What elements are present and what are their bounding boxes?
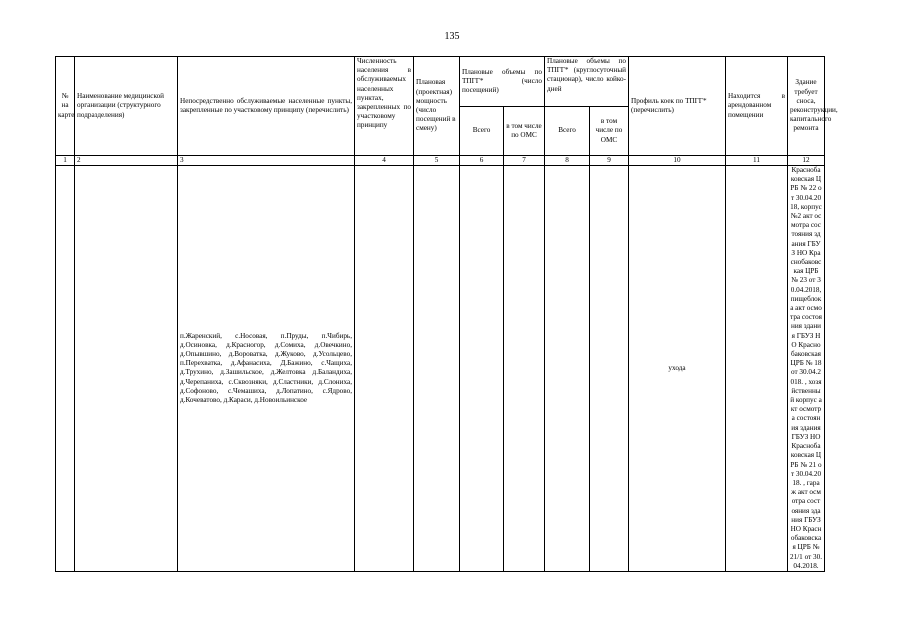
cell-beds-oms <box>590 166 629 572</box>
header-visits-oms: в том числе по ОМС <box>504 107 545 156</box>
cell-building-status: Краснобаковская ЦРБ № 22 от 30.04.2018, корпус №2 акт осмотра состояния здания ГБУЗ НО Краснобаковская ЦРБ № 23 от 30.04.2018,пищеблока акт осмотра состояния здания ГБУЗ НО Краснобаковская ЦРБ № 18 от 30.04.2018. , хозяйственный корпус акт осмотра состояния здания ГБУЗ НО Краснобаковская ЦРБ № 21 от 30.04.2018. , гараж акт осмотра состояния здания ГБУЗ НО Краснобаковская ЦРБ № 21/1 от 30.04.2018. <box>788 166 825 572</box>
table-row <box>56 166 825 572</box>
column-number: 8 <box>545 156 590 166</box>
column-number: 4 <box>355 156 414 166</box>
column-number: 12 <box>788 156 825 166</box>
page-number: 135 <box>444 31 460 42</box>
cell-beds-total <box>545 166 590 572</box>
header-row <box>56 57 825 107</box>
header-rented: Находится в арендованном помещении <box>726 57 788 156</box>
column-number: 9 <box>590 156 629 166</box>
header-bed-profile: Профиль коек по ТПГГ* (перечислить) <box>629 57 726 156</box>
cell-org-name <box>75 166 178 572</box>
column-numbers-row <box>56 156 825 166</box>
cell-settlements: п.Жаренский, с.Носовая, п.Пруды, п.Чибирь, д.Осиновка, д.Красногор, д.Сомиха, д.Овечкино, д.Опывшино, д.Вороватка, д.Жуково, д.Усольцево, п.Перехватка, д.Афанасиха, Д.Бажино, с.Чащиха, д.Трухино, д.Зашильское, д.Желтовка д.Баландиха, д.Черепаниха, с.Сквозняки, д.Сластники, д.Слониха, д.Софоново, с.Чемашиха, д.Лопатино, с.Ядрово, д.Кочеватово, д.Караси, д.Новоильинское <box>178 166 355 572</box>
column-number: 3 <box>178 156 355 166</box>
cell-map-number <box>56 166 75 572</box>
cell-visits-oms <box>504 166 545 572</box>
column-number: 5 <box>414 156 460 166</box>
header-planned-bed-days: Плановые объемы по ТПГГ* (круглосуточный стационар), число койко-дней <box>545 57 629 107</box>
header-visits-total: Всего <box>460 107 504 156</box>
column-number: 2 <box>75 156 178 166</box>
header-capacity: Плановая (проектная) мощность (число посещений в смену) <box>414 57 460 156</box>
column-number: 6 <box>460 156 504 166</box>
header-planned-visits: Плановые объемы по ТПГГ* (число посещений) <box>460 57 545 107</box>
column-number: 11 <box>726 156 788 166</box>
column-number: 10 <box>629 156 726 166</box>
header-repair: Здание требует сноса, реконструкции, капитального ремонта <box>788 57 825 156</box>
column-number: 7 <box>504 156 545 166</box>
header-org-name: Наименование медицинской организации (структурного подразделения) <box>75 57 178 156</box>
cell-population <box>355 166 414 572</box>
cell-rented <box>726 166 788 572</box>
facilities-table <box>55 56 838 572</box>
cell-bed-profile: ухода <box>629 166 726 572</box>
header-beds-oms: в том числе по ОМС <box>590 107 629 156</box>
header-settlements: Непосредственно обслуживаемые населенные пункты, закрепленные по участковому принципу (перечислить) <box>178 57 355 156</box>
header-population: Численность населения в обслуживаемых населенных пунктах, закрепленных по участковому принципу <box>355 57 414 156</box>
header-map-number: № на карте <box>56 57 75 156</box>
column-number: 1 <box>56 156 75 166</box>
header-beds-total: Всего <box>545 107 590 156</box>
cell-visits-total <box>460 166 504 572</box>
cell-capacity <box>414 166 460 572</box>
